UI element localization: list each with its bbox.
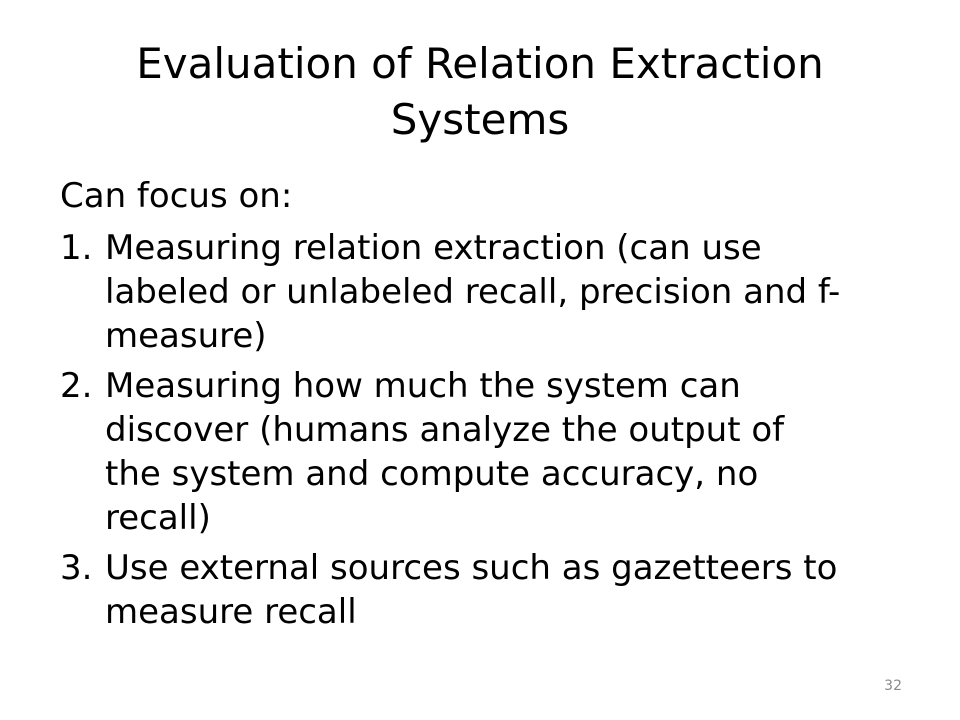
list-item-line: labeled or unlabeled recall, precision and f- (105, 272, 841, 312)
slide-body (60, 174, 910, 640)
list-item (60, 546, 910, 634)
list-item-line: Use external sources such as gazetteers to (105, 548, 838, 588)
list-item-line: recall) (105, 498, 211, 538)
slide-title-line-2: Systems (390, 95, 570, 144)
list-item (60, 364, 910, 540)
list-item-text (105, 226, 910, 358)
list-item-number: 1. (60, 228, 93, 268)
slide-title-line-1: Evaluation of Relation Extraction (136, 39, 824, 88)
page-number: 32 (884, 678, 902, 694)
list-item-line: Measuring relation extraction (can use (105, 228, 762, 268)
list-item-text (105, 364, 910, 540)
list-item-number: 2. (60, 366, 93, 406)
list-item (60, 226, 910, 358)
list-item-line: discover (humans analyze the output of (105, 410, 785, 450)
list-item-text (105, 546, 910, 634)
list-item-number: 3. (60, 548, 93, 588)
list-item-line: measure recall (105, 592, 357, 632)
slide-title (60, 36, 900, 148)
numbered-list (60, 226, 910, 634)
list-item-line: Measuring how much the system can (105, 366, 741, 406)
intro-text: Can focus on: (60, 176, 293, 216)
list-item-line: the system and compute accuracy, no (105, 454, 759, 494)
list-item-line: measure) (105, 316, 267, 356)
